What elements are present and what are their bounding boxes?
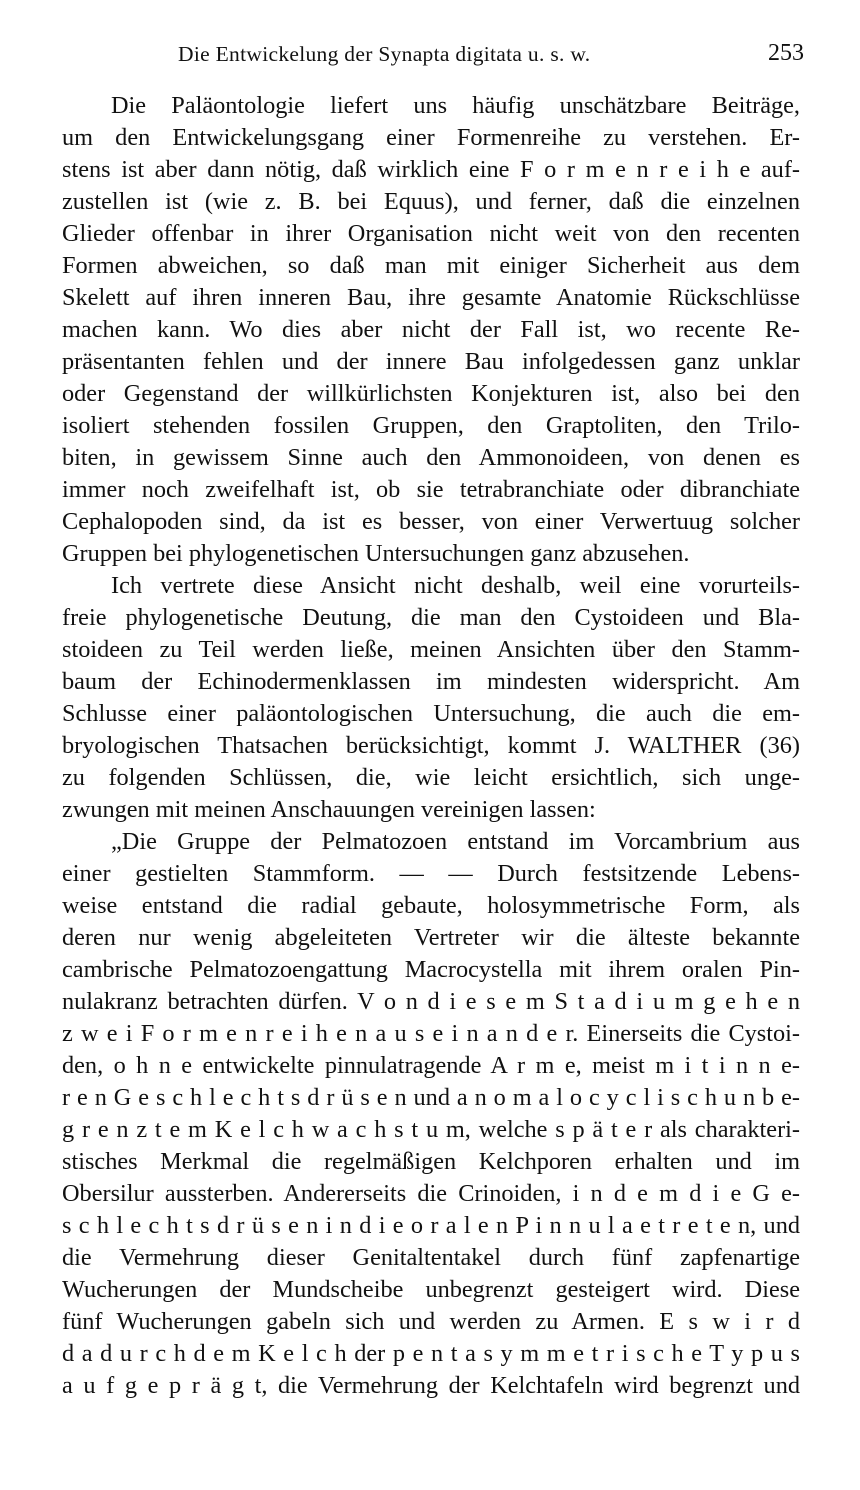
text-line: bryologischen Thatsachen berücksichtigt, kommt J. WALTHER (36): [62, 732, 800, 759]
text-line: stens ist aber dann nötig, daß wirklich eine F o r m e n r e i h e auf-: [62, 156, 800, 183]
text-line: zwungen mit meinen Anschauungen vereinigen lassen:: [62, 796, 596, 823]
text-line: r e n G e s c h l e c h t s d r ü s e n und a n o m a l o c y c l i s c h u n b e-: [62, 1084, 800, 1111]
text-line: Wucherungen der Mundscheibe unbegrenzt gesteigert wird. Diese: [62, 1276, 800, 1303]
text-line: Gruppen bei phylogenetischen Untersuchungen ganz abzusehen.: [62, 540, 690, 567]
text-line: g r e n z t e m K e l c h w a c h s t u m, welche s p ä t e r als charakteri-: [62, 1116, 800, 1143]
text-line: „Die Gruppe der Pelmatozoen entstand im Vorcambrium aus: [111, 828, 800, 855]
text-line: stisches Merkmal die regelmäßigen Kelchporen erhalten und im: [62, 1148, 800, 1175]
text-line: isoliert stehenden fossilen Gruppen, den Graptoliten, den Trilo-: [62, 412, 800, 439]
page-number: 253: [768, 40, 804, 66]
text-line: nulakranz betrachten dürfen. V o n d i e s e m S t a d i u m g e h e n: [62, 988, 800, 1015]
text-line: zustellen ist (wie z. B. bei Equus), und ferner, daß die einzelnen: [62, 188, 800, 215]
text-line: Glieder offenbar in ihrer Organisation nicht weit von den recenten: [62, 220, 800, 247]
text-line: Schlusse einer paläontologischen Untersuchung, die auch die em-: [62, 700, 800, 727]
text-line: Skelett auf ihren inneren Bau, ihre gesamte Anatomie Rückschlüsse: [62, 284, 800, 311]
text-line: biten, in gewissem Sinne auch den Ammonoideen, von denen es: [62, 444, 800, 471]
text-line: cambrische Pelmatozoengattung Macrocystella mit ihrem oralen Pin-: [62, 956, 800, 983]
body-text: [62, 90, 800, 1402]
text-line: präsentanten fehlen und der innere Bau infolgedessen ganz unklar: [62, 348, 800, 375]
text-line: Formen abweichen, so daß man mit einiger Sicherheit aus dem: [62, 252, 800, 279]
text-line: Cephalopoden sind, da ist es besser, von einer Verwertuug solcher: [62, 508, 800, 535]
text-line: fünf Wucherungen gabeln sich und werden zu Armen. E s w i r d: [62, 1308, 800, 1335]
text-line: z w e i F o r m e n r e i h e n a u s e i n a n d e r. Einerseits die Cystoi-: [62, 1020, 800, 1047]
text-line: zu folgenden Schlüssen, die, wie leicht ersichtlich, sich unge-: [62, 764, 800, 791]
text-line: um den Entwickelungsgang einer Formenreihe zu verstehen. Er-: [62, 124, 800, 151]
text-line: den, o h n e entwickelte pinnulatragende A r m e, meist m i t i n n e-: [62, 1052, 800, 1079]
text-line: oder Gegenstand der willkürlichsten Konjekturen ist, also bei den: [62, 380, 800, 407]
text-line: einer gestielten Stammform. — — Durch festsitzende Lebens-: [62, 860, 800, 887]
text-line: deren nur wenig abgeleiteten Vertreter wir die älteste bekannte: [62, 924, 800, 951]
text-line: Ich vertrete diese Ansicht nicht deshalb, weil eine vorurteils-: [111, 572, 800, 599]
running-title: Die Entwickelung der Synapta digitata u. s. w.: [178, 42, 591, 66]
running-head: [62, 42, 804, 76]
text-line: Die Paläontologie liefert uns häufig unschätzbare Beiträge,: [111, 92, 800, 119]
text-line: die Vermehrung dieser Genitaltentakel durch fünf zapfenartige: [62, 1244, 800, 1271]
text-line: baum der Echinodermenklassen im mindesten widerspricht. Am: [62, 668, 800, 695]
text-line: machen kann. Wo dies aber nicht der Fall ist, wo recente Re-: [62, 316, 800, 343]
text-line: s c h l e c h t s d r ü s e n i n d i e o r a l e n P i n n u l a e t r e t e n, und: [62, 1212, 800, 1239]
text-line: a u f g e p r ä g t, die Vermehrung der Kelchtafeln wird begrenzt und: [62, 1372, 800, 1399]
text-line: Obersilur aussterben. Andererseits die Crinoiden, i n d e m d i e G e-: [62, 1180, 800, 1207]
text-line: immer noch zweifelhaft ist, ob sie tetrabranchiate oder dibranchiate: [62, 476, 800, 503]
text-line: weise entstand die radial gebaute, holosymmetrische Form, als: [62, 892, 800, 919]
text-line: d a d u r c h d e m K e l c h der p e n t a s y m m e t r i s c h e T y p u s: [62, 1340, 800, 1367]
text-line: freie phylogenetische Deutung, die man den Cystoideen und Bla-: [62, 604, 800, 631]
text-line: stoideen zu Teil werden ließe, meinen Ansichten über den Stamm-: [62, 636, 800, 663]
